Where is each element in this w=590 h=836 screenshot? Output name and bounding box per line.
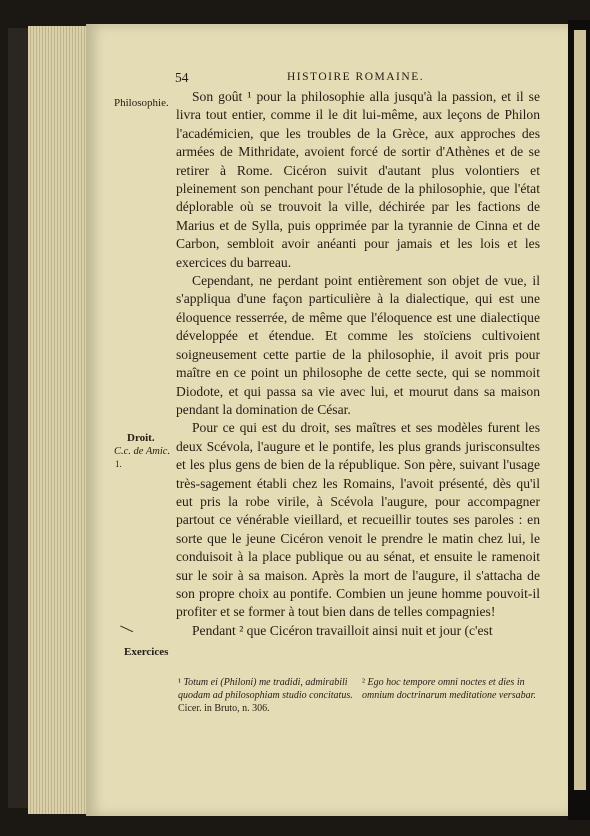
running-title: HISTOIRE ROMAINE. — [287, 71, 425, 83]
margin-note-exercices: Exercices — [124, 646, 169, 658]
footnote-1-text: Totum ei (Philoni) me tradidi, admirabili quodam ad philosophiam studio concitatus. — [178, 677, 353, 701]
footnote-2-number: ² — [362, 677, 365, 688]
footnote-1-reference: Cicer. in Bruto, n. 306. — [178, 702, 270, 714]
page-edges — [28, 26, 88, 814]
paragraph-exercices: Pendant ² que Cicéron travailloit ainsi nuit et jour (c'est — [192, 622, 493, 638]
footnote-1-number: ¹ — [178, 677, 181, 688]
footnote-2 — [362, 677, 542, 703]
footnote-1 — [178, 677, 356, 715]
facing-page-sliver — [574, 30, 586, 790]
page-number: 54 — [175, 70, 189, 85]
main-text — [176, 88, 540, 640]
margin-note-cic-ref: C.c. de Amic. — [114, 446, 171, 457]
paragraph-dialectique: Cependant, ne perdant point entièrement son objet de vue, il s'appliqua d'une façon particulière à la dialectique, qui est une éloquence resserrée, de même que l'éloquence est une dialectique développée et étendue. Et comme les stoïciens cultivoient soigneusement cette partie de la philosophie, il avoit pris pour maître en ce point un philosophe de cette secte, qui se nommoit Diodote, et qui passa sa vie avec lui, et mourut dans sa maison pendant la domination de César. — [176, 273, 540, 417]
footnote-2-text: Ego hoc tempore omni noctes et dies in omnium doctrinarum meditatione versabar. — [362, 677, 536, 701]
margin-note-cic-ref-number: 1. — [115, 459, 122, 469]
margin-note-philosophie: Philosophie. — [114, 97, 169, 109]
paragraph-droit: Pour ce qui est du droit, ses maîtres et ses modèles furent les deux Scévola, l'augure et le pontife, les plus grands jurisconsultes et les plus gens de bien de la république. Son père, suivant l'usage très-sagement établi chez les Romains, l'avoit présenté, dès qu'il eut pris la robe virile, à Scévola l'augure, pour accompagner partout ce vénérable vieillard, et recueillir toutes ses paroles : en sorte que le jeune Cicéron venoit le prendre le matin chez lui, le conduisoit à la place publique ou au sénat, et ensuite le ramenoit sur le soir à sa maison. Après la mort de l'augure, il s'attacha de son propre choix au pontife. Combien un jeune homme pouvoit-il profiter et se former à tout bien dans de telles compagnies! — [176, 420, 540, 620]
margin-note-droit: Droit. — [127, 432, 155, 444]
book-spine — [8, 28, 28, 808]
paragraph-philosophie: Son goût ¹ pour la philosophie alla jusqu'à la passion, et il se livra tout entier, comme il le dit lui-même, aux leçons de Philon l'académicien, que les troubles de la Grèce, aux approches des armées de Mithridate, avoient forcé de sortir d'Athènes et de se retirer à Rome. Cicéron suivit d'autant plus volontiers et pleinement son penchant pour l'étude de la philosophie, que l'état déplorable où se trouvoit la ville, déchirée par les factions de Marius et de Sylla, puis opprimée par la tyrannie de Cinna et de Carbon, sembloit avoir anéanti pour jamais et les lois et les exercices du barreau. — [176, 89, 540, 270]
